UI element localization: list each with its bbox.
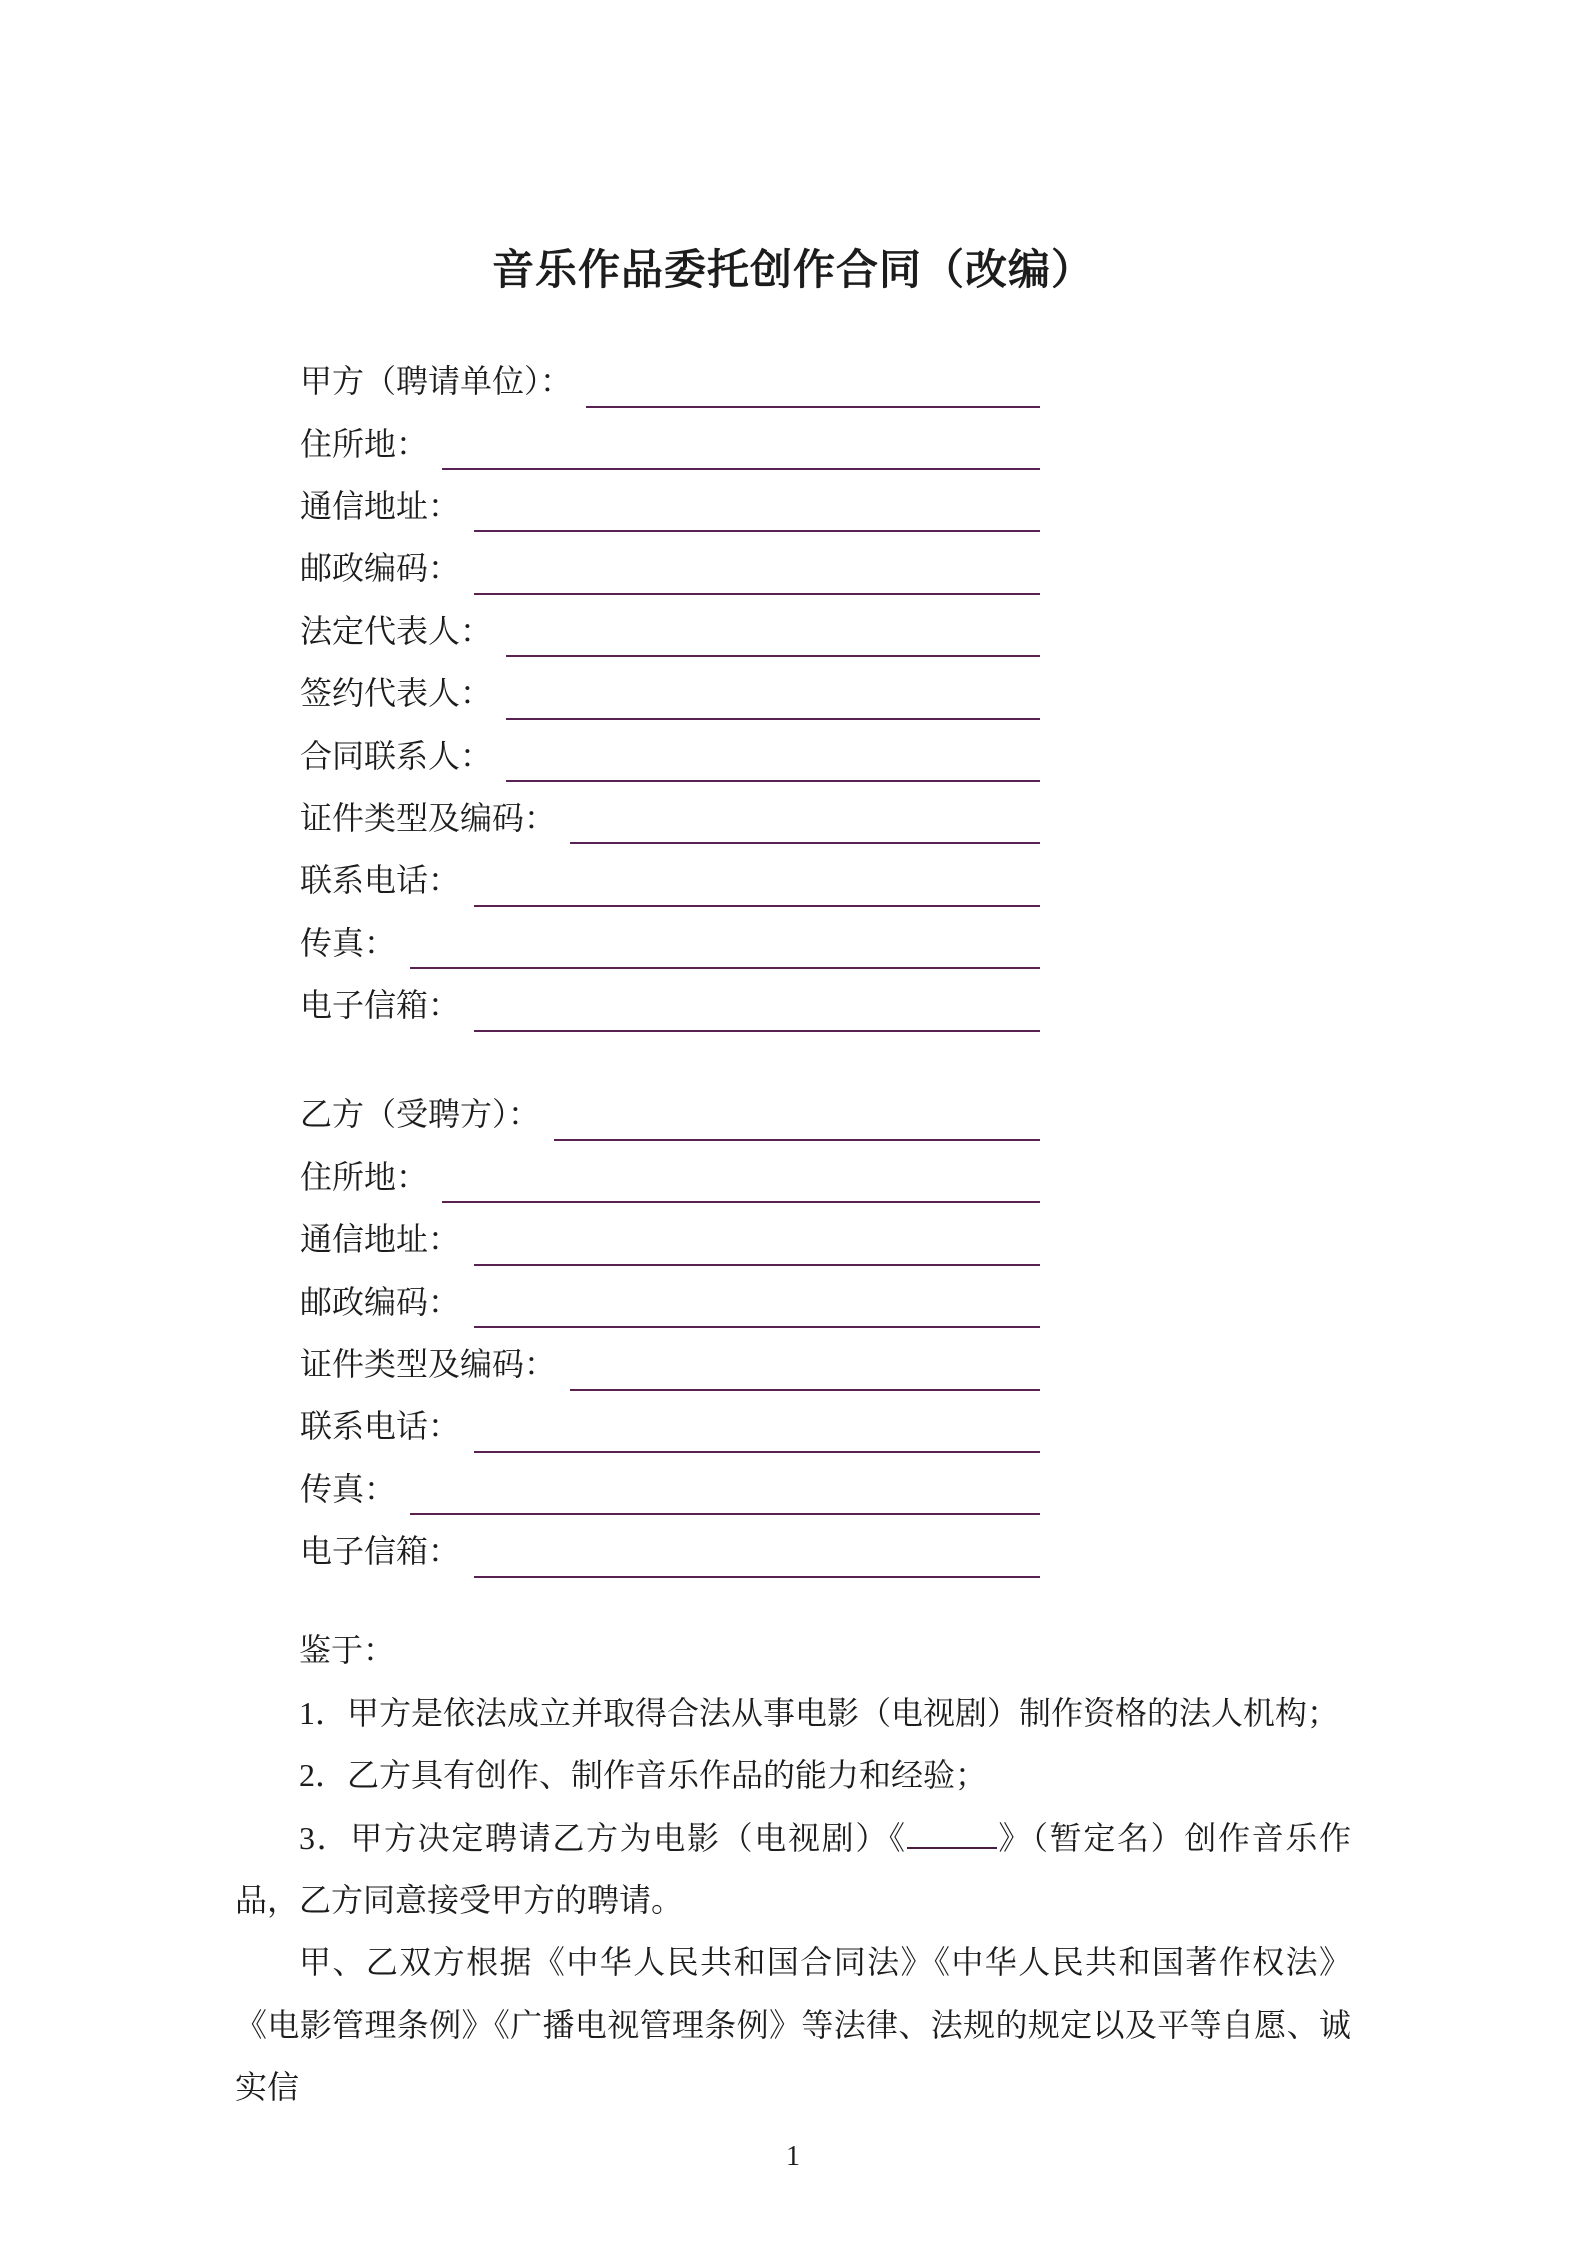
field-blank-line[interactable] bbox=[442, 431, 1040, 470]
field-label: 法定代表人： bbox=[300, 612, 493, 649]
field-blank-line[interactable] bbox=[474, 993, 1040, 1032]
field-label: 住所地： bbox=[300, 1158, 429, 1195]
field-blank-line[interactable] bbox=[410, 1476, 1040, 1515]
field-label: 证件类型及编码： bbox=[300, 1346, 557, 1383]
field-label: 联系电话： bbox=[300, 1408, 461, 1445]
whereas-item-3-prefix: 3．甲方决定聘请乙方为电影（电视剧）《 bbox=[299, 1819, 907, 1856]
field-row bbox=[300, 410, 1040, 472]
field-row bbox=[300, 1268, 1040, 1330]
field-label: 甲方（聘请单位）： bbox=[300, 363, 573, 400]
field-label: 合同联系人： bbox=[300, 737, 493, 774]
field-label: 邮政编码： bbox=[300, 1283, 461, 1320]
field-label: 传真： bbox=[300, 1470, 397, 1507]
whereas-block bbox=[235, 1619, 1351, 2118]
field-blank-line[interactable] bbox=[506, 681, 1040, 720]
field-blank-line[interactable] bbox=[474, 1289, 1040, 1328]
field-row bbox=[300, 1393, 1040, 1455]
field-blank-line[interactable] bbox=[474, 1539, 1040, 1578]
field-blank-line[interactable] bbox=[586, 369, 1040, 408]
whereas-heading: 鉴于： bbox=[299, 1632, 396, 1669]
field-row bbox=[300, 972, 1040, 1034]
field-row bbox=[300, 785, 1040, 847]
field-blank-line[interactable] bbox=[474, 556, 1040, 595]
field-row bbox=[300, 1144, 1040, 1206]
field-label: 签约代表人： bbox=[300, 675, 493, 712]
page-number: 1 bbox=[786, 2140, 800, 2172]
field-blank-line[interactable] bbox=[474, 1414, 1040, 1453]
page-content bbox=[0, 246, 1586, 2173]
whereas-item-3 bbox=[235, 1807, 1351, 1932]
field-row bbox=[300, 473, 1040, 535]
field-row bbox=[300, 722, 1040, 784]
page-title: 音乐作品委托创作合同（改编） bbox=[491, 248, 1094, 294]
field-blank-line[interactable] bbox=[474, 868, 1040, 907]
party-a-section bbox=[235, 348, 1351, 1034]
field-row bbox=[300, 910, 1040, 972]
field-row bbox=[300, 535, 1040, 597]
field-row bbox=[300, 598, 1040, 660]
field-blank-line[interactable] bbox=[442, 1164, 1040, 1203]
title-blank-line[interactable] bbox=[907, 1815, 997, 1849]
field-row bbox=[300, 1331, 1040, 1393]
field-row bbox=[300, 847, 1040, 909]
field-row bbox=[300, 348, 1040, 410]
field-label: 乙方（受聘方）： bbox=[300, 1096, 541, 1133]
field-blank-line[interactable] bbox=[506, 743, 1040, 782]
whereas-item-2: 2．乙方具有创作、制作音乐作品的能力和经验； bbox=[299, 1757, 988, 1794]
field-blank-line[interactable] bbox=[506, 618, 1040, 657]
field-blank-line[interactable] bbox=[554, 1102, 1040, 1141]
field-label: 电子信箱： bbox=[300, 1533, 461, 1570]
field-label: 电子信箱： bbox=[300, 987, 461, 1024]
field-row bbox=[300, 1518, 1040, 1580]
field-label: 联系电话： bbox=[300, 862, 461, 899]
field-label: 住所地： bbox=[300, 425, 429, 462]
field-label: 通信地址： bbox=[300, 487, 461, 524]
field-label: 邮政编码： bbox=[300, 550, 461, 587]
field-label: 通信地址： bbox=[300, 1221, 461, 1258]
field-row bbox=[300, 1456, 1040, 1518]
field-row bbox=[300, 1206, 1040, 1268]
party-b-section bbox=[235, 1081, 1351, 1580]
field-label: 传真： bbox=[300, 924, 397, 961]
field-row bbox=[300, 1081, 1040, 1143]
field-blank-line[interactable] bbox=[474, 1227, 1040, 1266]
whereas-item-3-suffix: 》（暂定名）创作音乐作品，乙方同意接受甲方的聘请。 bbox=[235, 1819, 1351, 1919]
field-row bbox=[300, 660, 1040, 722]
field-blank-line[interactable] bbox=[570, 1352, 1040, 1391]
field-blank-line[interactable] bbox=[410, 930, 1040, 969]
closing-paragraph: 甲、乙双方根据《中华人民共和国合同法》《中华人民共和国著作权法》《电影管理条例》《广播电视管理条例》等法律、法规的规定以及平等自愿、诚实信 bbox=[235, 1944, 1351, 2106]
field-blank-line[interactable] bbox=[474, 493, 1040, 532]
field-blank-line[interactable] bbox=[570, 805, 1040, 844]
whereas-item-1: 1．甲方是依法成立并取得合法从事电影（电视剧）制作资格的法人机构； bbox=[299, 1694, 1340, 1731]
field-label: 证件类型及编码： bbox=[300, 799, 557, 836]
